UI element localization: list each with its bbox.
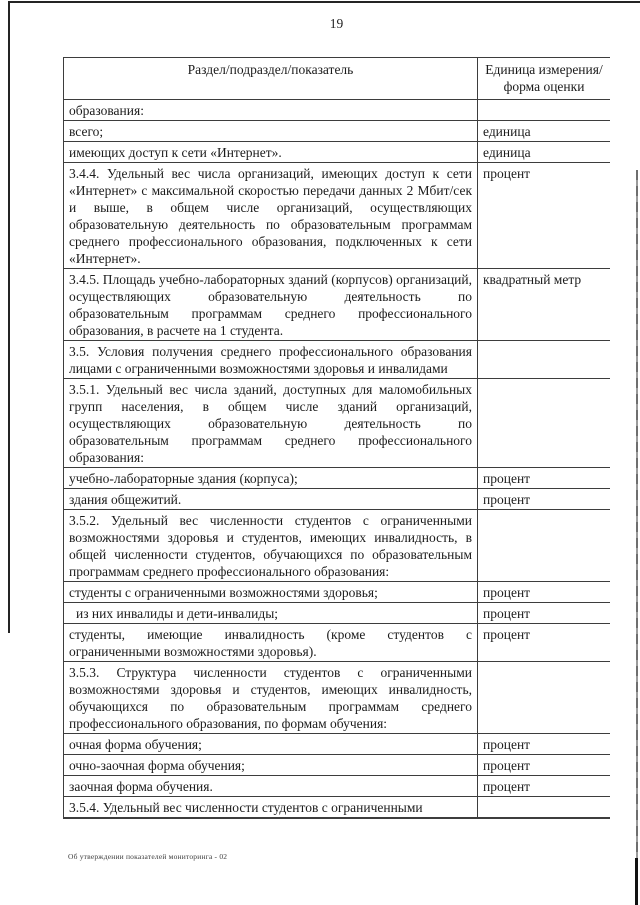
indicator-cell: студенты, имеющие инвалидность (кроме студентов с ограниченными возможностями здоровья). [64, 624, 478, 662]
table-row [64, 468, 611, 489]
unit-cell: процент [478, 582, 611, 603]
unit-cell [478, 100, 611, 121]
table-row [64, 624, 611, 662]
indicator-cell: очно-заочная форма обучения; [64, 755, 478, 776]
table-row [64, 662, 611, 734]
table-row [64, 603, 611, 624]
unit-cell: процент [478, 776, 611, 797]
table-row [64, 100, 611, 121]
indicators-table [63, 57, 610, 818]
table-row [64, 163, 611, 269]
table-row [64, 734, 611, 755]
table-row [64, 797, 611, 818]
indicator-cell: 3.5.3. Структура численности студентов с ограниченными возможностями здоровья и студентов, имеющих инвалидность, обучающихся по образовательным программам среднего профессионального образования, по формам обучения: [64, 662, 478, 734]
indicator-cell: 3.5.1. Удельный вес числа зданий, доступных для маломобильных групп населения, в общем числе зданий организаций, осуществляющих образовательную деятельность по образовательным программам среднего профессионального образования: [64, 379, 478, 468]
table-row [64, 341, 611, 379]
indicator-cell: всего; [64, 121, 478, 142]
indicator-cell: из них инвалиды и дети-инвалиды; [64, 603, 478, 624]
indicator-cell: 3.4.5. Площадь учебно-лабораторных зданий (корпусов) организаций, осуществляющих образовательную деятельность по образовательным программам среднего профессионального образования, в расчете на 1 студента. [64, 269, 478, 341]
unit-cell: квадратный метр [478, 269, 611, 341]
indicator-cell: имеющих доступ к сети «Интернет». [64, 142, 478, 163]
indicator-cell: образования: [64, 100, 478, 121]
unit-cell: процент [478, 163, 611, 269]
unit-cell [478, 379, 611, 468]
table-row [64, 121, 611, 142]
column-header-unit: Единица измерения/ форма оценки [478, 58, 611, 100]
table-row [64, 142, 611, 163]
unit-cell: процент [478, 755, 611, 776]
scan-border-right-bottom [635, 858, 638, 905]
table-row [64, 582, 611, 603]
unit-cell: процент [478, 468, 611, 489]
scan-border-top [8, 1, 640, 3]
table-row [64, 755, 611, 776]
indicator-cell: заочная форма обучения. [64, 776, 478, 797]
unit-cell: процент [478, 734, 611, 755]
table-row [64, 489, 611, 510]
unit-cell [478, 662, 611, 734]
table-body [64, 100, 611, 818]
indicator-cell: 3.4.4. Удельный вес числа организаций, имеющих доступ к сети «Интернет» с максимальной скоростью передачи данных 2 Мбит/сек и выше, в общем числе организаций, осуществляющих образовательную деятельность по образовательным программам среднего профессионального образования, подключенных к сети «Интернет». [64, 163, 478, 269]
indicator-cell: учебно-лабораторные здания (корпуса); [64, 468, 478, 489]
table-header-row [64, 58, 611, 100]
unit-cell: процент [478, 624, 611, 662]
table-row [64, 379, 611, 468]
unit-cell [478, 341, 611, 379]
unit-cell: процент [478, 603, 611, 624]
unit-cell: единица [478, 142, 611, 163]
scan-border-left [8, 1, 10, 633]
scan-border-right [636, 170, 638, 905]
page-number: 19 [329, 16, 344, 31]
unit-cell [478, 510, 611, 582]
indicator-cell: 3.5. Условия получения среднего профессионального образования лицами с ограниченными возможностями здоровья и инвалидами [64, 341, 478, 379]
indicator-cell: 3.5.2. Удельный вес численности студентов с ограниченными возможностями здоровья и студентов, имеющих инвалидность, в общей численности студентов, обучающихся по образовательным программам среднего профессионального образования: [64, 510, 478, 582]
table-row [64, 269, 611, 341]
indicator-cell: 3.5.4. Удельный вес численности студентов с ограниченными [64, 797, 478, 818]
unit-cell: единица [478, 121, 611, 142]
indicator-cell: здания общежитий. [64, 489, 478, 510]
indicator-cell: очная форма обучения; [64, 734, 478, 755]
unit-cell [478, 797, 611, 818]
footer-note: Об утверждении показателей мониторинга - 02 [68, 852, 228, 861]
unit-cell: процент [478, 489, 611, 510]
table-row [64, 510, 611, 582]
table-row [64, 776, 611, 797]
indicator-cell: студенты с ограниченными возможностями здоровья; [64, 582, 478, 603]
column-header-indicator: Раздел/подраздел/показатель [64, 58, 478, 100]
indicators-table-container [63, 57, 610, 819]
